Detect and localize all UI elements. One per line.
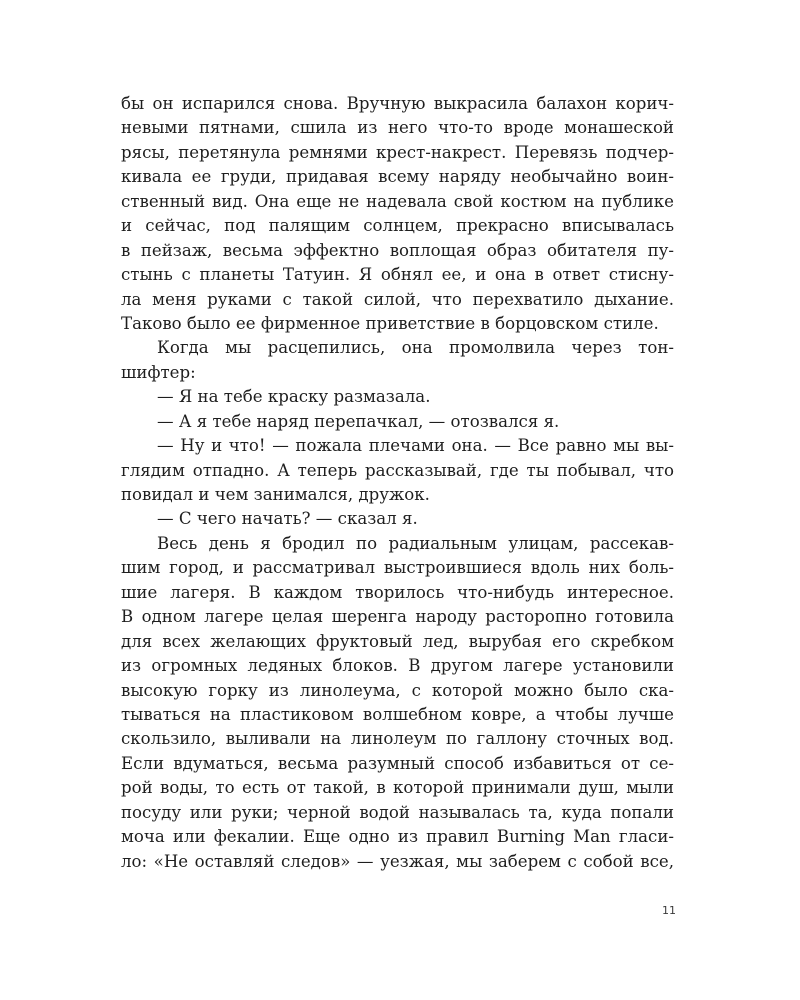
- text-line: для всех желающих фруктовый лед, вырубая его скребком: [121, 631, 674, 651]
- text-line: моча или фекалии. Еще одно из правил Burning Man гласи-: [121, 827, 674, 847]
- text-line: повидал и чем занимался, дружок.: [121, 485, 430, 504]
- text-line: в пейзаж, весьма эффектно воплощая образ обитателя пу-: [121, 240, 674, 260]
- text-line: шие лагеря. В каждом творилось что-нибудь интересное.: [121, 582, 674, 602]
- text-line: невыми пятнами, сшила из него что-то вроде монашеской: [121, 118, 674, 138]
- text-line: — С чего начать? — сказал я.: [157, 509, 418, 529]
- text-line: глядим отпадно. А теперь рассказывай, где ты побывал, что: [121, 460, 674, 480]
- text-line: — Я на тебе краску размазала.: [157, 387, 431, 407]
- text-line: Когда мы расцепились, она промолвила через тон-: [157, 338, 674, 358]
- text-line: — Ну и что! — пожала плечами она. — Все равно мы вы-: [157, 436, 674, 456]
- text-line: бы он испарился снова. Вручную выкрасила балахон корич-: [121, 94, 674, 113]
- page-body-text: [121, 92, 674, 874]
- text-line: Таково было ее фирменное приветствие в борцовском стиле.: [121, 313, 659, 333]
- text-line: шифтер:: [121, 362, 196, 382]
- text-line: стынь с планеты Татуин. Я обнял ее, и она в ответ стисну-: [121, 265, 674, 285]
- text-line: из огромных ледяных блоков. В другом лагере установили: [121, 656, 674, 676]
- text-line: высокую горку из линолеума, с которой можно было ска-: [121, 680, 674, 700]
- text-line: и сейчас, под палящим солнцем, прекрасно вписывалась: [121, 216, 674, 236]
- text-line: — А я тебе наряд перепачкал, — отозвался я.: [157, 411, 560, 431]
- text-line: ственный вид. Она еще не надевала свой костюм на публике: [121, 191, 674, 211]
- text-line: ла меня руками с такой силой, что перехватило дыхание.: [121, 289, 674, 309]
- text-line: рясы, перетянула ремнями крест-накрест. Перевязь подчер-: [121, 142, 674, 162]
- text-line: ло: «Не оставляй следов» — уезжая, мы заберем с собой все,: [121, 851, 674, 871]
- text-line: Весь день я бродил по радиальным улицам, рассекав-: [157, 533, 674, 553]
- text-line: шим город, и рассматривал выстроившиеся вдоль них боль-: [121, 558, 674, 578]
- text-line: В одном лагере целая шеренга народу расторопно готовила: [121, 607, 674, 627]
- text-line: скользило, выливали на линолеум по галлону сточных вод.: [121, 729, 674, 749]
- page-number: 11: [662, 904, 676, 917]
- text-line: рой воды, то есть от такой, в которой принимали душ, мыли: [121, 778, 674, 798]
- text-line: Если вдуматься, весьма разумный способ избавиться от се-: [121, 753, 674, 773]
- text-line: тываться на пластиковом волшебном ковре, а чтобы лучше: [121, 704, 674, 724]
- text-line: посуду или руки; черной водой называлась та, куда попали: [121, 802, 674, 822]
- text-line: кивала ее груди, придавая всему наряду необычайно воин-: [121, 167, 674, 187]
